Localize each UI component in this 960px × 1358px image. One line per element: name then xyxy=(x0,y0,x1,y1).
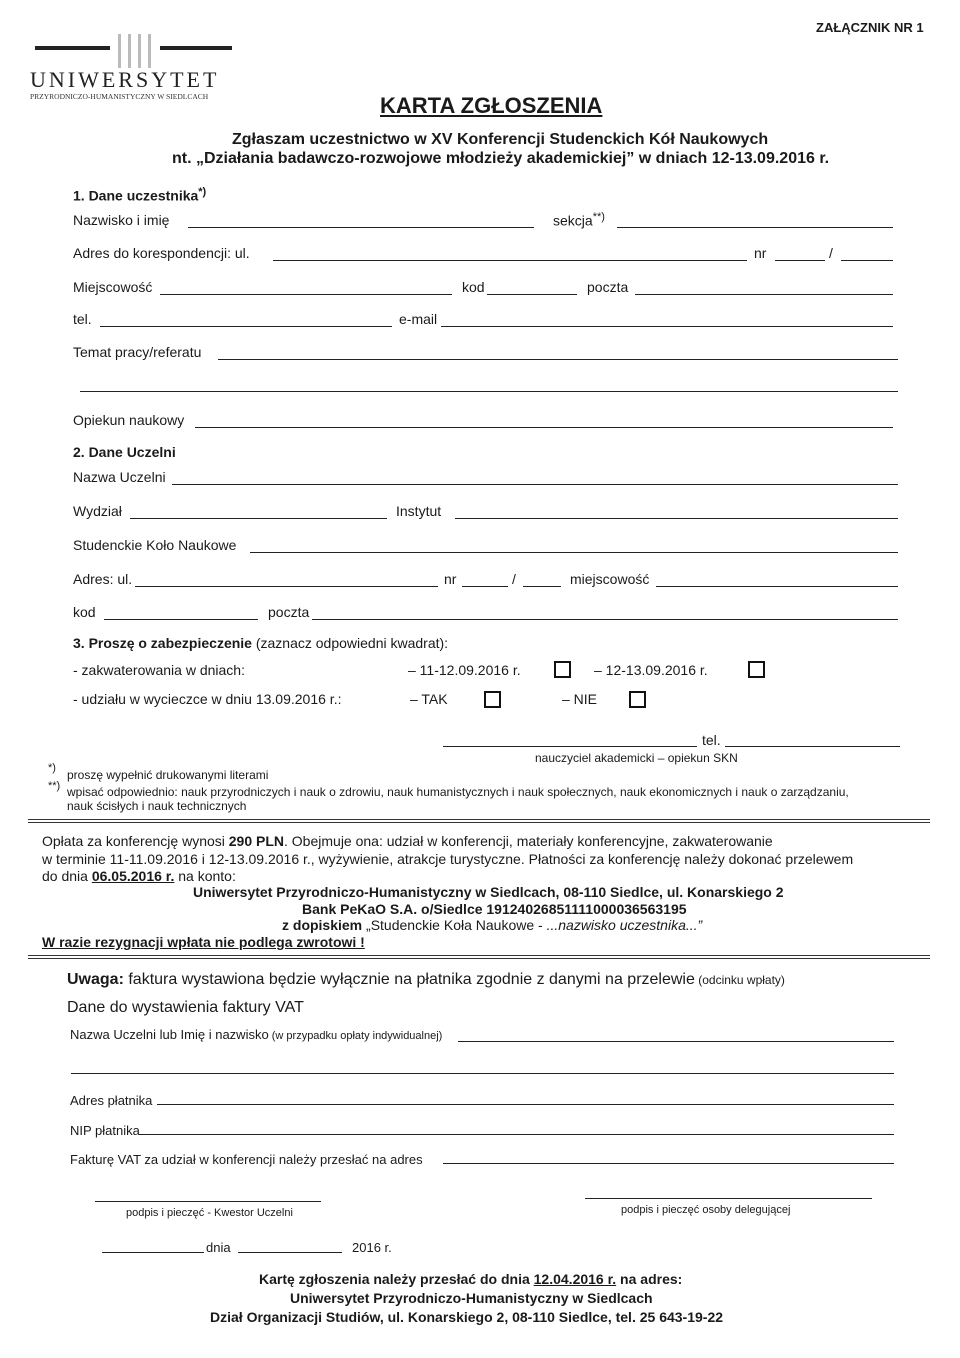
address-street-field[interactable] xyxy=(273,260,747,261)
city-field[interactable] xyxy=(160,294,452,295)
email-field[interactable] xyxy=(441,326,893,327)
refund-notice: W razie rezygnacji wpłata nie podlega zwrotowi ! xyxy=(42,934,365,950)
bursar-signature-field[interactable] xyxy=(95,1201,321,1202)
supervisor-tel-field[interactable] xyxy=(725,746,900,747)
email-label: e-mail xyxy=(399,311,438,327)
invoice-name-field[interactable] xyxy=(458,1041,894,1042)
topic-field-line-2[interactable] xyxy=(80,391,898,392)
section2-heading: 2. Dane Uczelni xyxy=(73,444,176,460)
address-label: Adres do korespondencji: ul. xyxy=(73,245,250,261)
place-field[interactable] xyxy=(102,1252,204,1253)
topic-label: Temat pracy/referatu xyxy=(73,344,202,360)
date-year: 2016 r. xyxy=(352,1240,392,1255)
nip-label: NIP płatnika xyxy=(70,1123,140,1138)
uni-slash: / xyxy=(512,571,516,587)
attachment-label: ZAŁĄCZNIK NR 1 xyxy=(816,20,924,35)
divider xyxy=(28,822,930,823)
faculty-field[interactable] xyxy=(130,518,387,519)
delegating-signature-caption: podpis i pieczęć osoby delegującej xyxy=(621,1204,791,1216)
intro-line-2: nt. „Działania badawczo-rozwojowe młodzieży akademickiej” w dniach 12-13.09.2016 r. xyxy=(172,150,830,167)
footnote-2-text-1: wpisać odpowiednio: nauk przyrodniczych i nauk o zdrowiu, nauk humanistycznych i nauk społecznych, nauk ekonomicznych i nauk o zarządzaniu, xyxy=(67,785,849,799)
trip-yes-checkbox[interactable] xyxy=(484,691,501,708)
closing-line-2: Uniwersytet Przyrodniczo-Humanistyczny w Siedlcach xyxy=(290,1290,653,1306)
payment-line-3: do dnia 06.05.2016 r. na konto: xyxy=(42,868,236,884)
logo-bar-right xyxy=(160,46,232,50)
date-option-2-label: – 12-13.09.2016 r. xyxy=(594,662,708,678)
supervisor-field[interactable] xyxy=(195,427,893,428)
closing-line-3: Dział Organizacji Studiów, ul. Konarskiego 2, 08-110 Siedlce, tel. 25 643-19-22 xyxy=(210,1309,724,1325)
divider xyxy=(28,958,930,959)
tel-field[interactable] xyxy=(100,326,392,327)
invoice-send-label: Fakturę VAT za udział w konferencji należy przesłać na adres xyxy=(70,1152,423,1167)
uni-street-field[interactable] xyxy=(135,586,438,587)
supervisor-tel-label: tel. xyxy=(702,732,721,748)
date-option-2-checkbox[interactable] xyxy=(748,661,765,678)
date-label: dnia xyxy=(206,1240,231,1255)
institute-label: Instytut xyxy=(396,503,442,519)
uni-apt-field[interactable] xyxy=(523,586,561,587)
address-nr-label: nr xyxy=(754,245,767,261)
supervisor-signature-field[interactable] xyxy=(443,746,697,747)
post-office-field[interactable] xyxy=(635,294,893,295)
nip-field[interactable] xyxy=(139,1134,894,1135)
trip-label: - udziału w wycieczce w dniu 13.09.2016 r.: xyxy=(73,691,342,707)
invoice-data-title: Dane do wystawienia faktury VAT xyxy=(67,999,304,1016)
postcode-label: kod xyxy=(462,279,485,295)
post-office-label: poczta xyxy=(587,279,629,295)
date-option-1-label: – 11-12.09.2016 r. xyxy=(408,662,521,678)
trip-no-label: – NIE xyxy=(562,691,598,707)
science-club-label: Studenckie Koło Naukowe xyxy=(73,537,237,553)
bank-account: Bank PeKaO S.A. o/Siedlce 19124026851111000036563195 xyxy=(302,901,687,917)
payment-line-1: Opłata za konferencję wynosi 290 PLN. Obejmuje ona: udział w konferencji, materiały konferencyjne, zakwaterowanie xyxy=(42,833,773,849)
logo-name: UNIWERSYTET xyxy=(30,67,220,92)
footnote-1-text: proszę wypełnić drukowanymi literami xyxy=(67,768,269,782)
invoice-send-field[interactable] xyxy=(443,1163,894,1164)
invoice-name-field-line-2[interactable] xyxy=(71,1073,894,1074)
payer-address-label: Adres płatnika xyxy=(70,1093,153,1108)
logo-column xyxy=(128,34,131,68)
topic-field[interactable] xyxy=(218,359,898,360)
faculty-label: Wydział xyxy=(73,503,122,519)
logo-bar-left xyxy=(35,46,110,50)
uni-city-label: miejscowość xyxy=(570,571,650,587)
section1-heading: 1. Dane uczestnika*) xyxy=(73,186,207,204)
footnote-2-mark: **) xyxy=(48,780,61,792)
tel-label: tel. xyxy=(73,311,92,327)
postcode-field[interactable] xyxy=(487,294,577,295)
page-title: KARTA ZGŁOSZENIA xyxy=(380,93,603,118)
address-apt-field[interactable] xyxy=(841,260,893,261)
university-name-field[interactable] xyxy=(172,484,898,485)
surname-field[interactable] xyxy=(188,227,534,228)
footnote-1-mark: *) xyxy=(48,762,56,774)
supervisor-signature-caption: nauczyciel akademicki – opiekun SKN xyxy=(535,751,738,765)
city-label: Miejscowość xyxy=(73,279,153,295)
supervisor-label: Opiekun naukowy xyxy=(73,412,185,428)
uni-nr-field[interactable] xyxy=(462,586,508,587)
invoice-notice: Uwaga: faktura wystawiona będzie wyłącznie na płatnika zgodnie z danymi na przelewie (odcinku wpłaty) xyxy=(67,971,785,988)
address-slash: / xyxy=(829,245,833,261)
section-label: sekcja**) xyxy=(553,211,605,229)
date-option-1-checkbox[interactable] xyxy=(554,661,571,678)
logo-column xyxy=(118,34,121,68)
invoice-name-label: Nazwa Uczelni lub Imię i nazwisko (w przypadku opłaty indywidualnej) xyxy=(70,1027,443,1042)
footnote-2-text-2: nauk ścisłych i nauk technicznych xyxy=(67,799,247,813)
trip-no-checkbox[interactable] xyxy=(629,691,646,708)
delegating-signature-field[interactable] xyxy=(585,1198,872,1199)
institute-field[interactable] xyxy=(455,518,898,519)
divider xyxy=(28,819,930,820)
logo-column xyxy=(138,34,141,68)
university-name-label: Nazwa Uczelni xyxy=(73,469,166,485)
date-field[interactable] xyxy=(238,1252,342,1253)
divider xyxy=(28,955,930,956)
uni-nr-label: nr xyxy=(444,571,457,587)
surname-label: Nazwisko i imię xyxy=(73,212,170,228)
intro-line-1: Zgłaszam uczestnictwo w XV Konferencji Studenckich Kół Naukowych xyxy=(232,131,769,148)
section-field[interactable] xyxy=(617,227,893,228)
uni-postcode-label: kod xyxy=(73,604,96,620)
uni-post-office-field[interactable] xyxy=(312,619,898,620)
payment-line-2: w terminie 11-11.09.2016 i 12-13.09.2016 r., wyżywienie, atrakcje turystyczne. Płatności za konferencję należy dokonać przelewem xyxy=(42,851,854,867)
uni-city-field[interactable] xyxy=(656,586,898,587)
logo-column xyxy=(148,34,151,68)
uni-address-label: Adres: ul. xyxy=(73,571,133,587)
address-nr-field[interactable] xyxy=(775,260,825,261)
bank-transfer-title: z dopiskiem „Studenckie Koła Naukowe - ...nazwisko uczestnika...” xyxy=(282,917,703,933)
logo-subtitle: PRZYRODNICZO-HUMANISTYCZNY W SIEDLCACH xyxy=(30,92,209,101)
section3-heading: 3. Proszę o zabezpieczenie (zaznacz odpowiedni kwadrat): xyxy=(73,635,449,651)
trip-yes-label: – TAK xyxy=(410,691,448,707)
bursar-signature-caption: podpis i pieczęć - Kwestor Uczelni xyxy=(126,1207,293,1219)
accommodation-label: - zakwaterowania w dniach: xyxy=(73,662,245,678)
uni-postcode-field[interactable] xyxy=(104,619,258,620)
science-club-field[interactable] xyxy=(250,552,898,553)
uni-post-office-label: poczta xyxy=(268,604,310,620)
closing-line-1: Kartę zgłoszenia należy przesłać do dnia 12.04.2016 r. na adres: xyxy=(259,1271,683,1287)
payer-address-field[interactable] xyxy=(157,1104,894,1105)
bank-recipient: Uniwersytet Przyrodniczo-Humanistyczny w Siedlcach, 08-110 Siedlce, ul. Konarskiego 2 xyxy=(193,884,784,900)
